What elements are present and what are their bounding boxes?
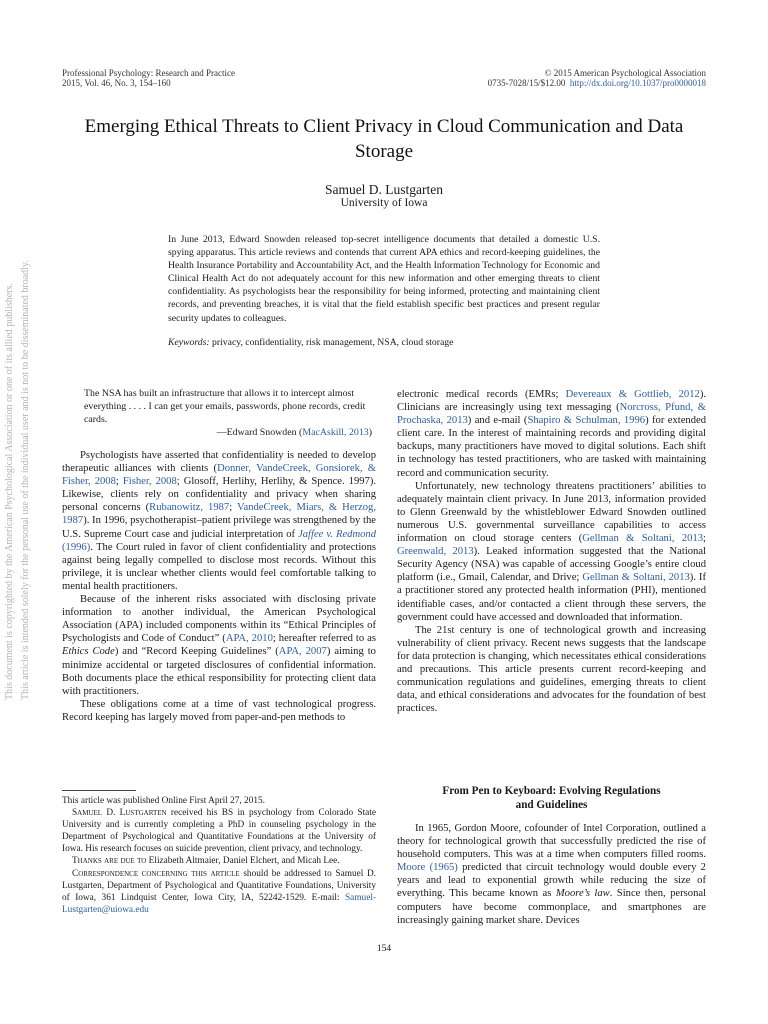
footnote-published: This article was published Online First April 27, 2015. — [62, 796, 265, 806]
citation-link[interactable]: Shapiro & Schulman, 1996 — [527, 415, 646, 427]
epigraph-attribution: —Edward Snowden (MacAskill, 2013) — [216, 426, 372, 438]
keywords — [168, 336, 600, 349]
epigraph-quote: The NSA has built an infrastructure that allows it to intercept almost everything . . . . I can get your emails, passwords, phone records, credit cards. — [84, 388, 366, 425]
footnotes — [62, 795, 376, 916]
running-header-right — [488, 68, 706, 88]
author-affiliation: University of Iowa — [340, 197, 428, 209]
citation-link[interactable]: Greenwald, 2013 — [397, 546, 474, 558]
body-right-column — [397, 388, 706, 715]
citation-link[interactable]: Gellman & Soltani, 2013 — [582, 533, 704, 545]
paragraph: Unfortunately, new technology threatens practitioners’ abilities to adequately maintain client privacy. In June 2013, information provided to Glenn Greenwald by the whistleblower Edward Snowden outlined numerous U.S. governmental surveillance capabilities to access information on cloud storage centers (Gellman & Soltani, 2013; Greenwald, 2013). Leaked information suggested that the National Security Agency (NSA) was capable of accessing Google’s entire cloud platform (i.e., Gmail, Calendar, and Drive; Gellman & Soltani, 2013). If a practitioner stored any protected health information (PHI), mentioned identifiable cases, and/or contacted a client through these servers, the government could have accessed and downloaded that information. — [397, 480, 706, 623]
body-left-column — [62, 449, 376, 724]
paragraph: These obligations come at a time of vast technological progress. Record keeping has largely moved from paper-and-pen methods to — [62, 698, 376, 723]
footnote-author-bio: Samuel D. Lustgarten received his BS in psychology from Colorado State University and is currently completing a PhD in counseling psychology in the Department of Psychological and Quantitative Foundations at the University of Iowa. His research focuses on suicide prevention, client privacy, and technology. — [62, 808, 376, 855]
citation-link[interactable]: MacAskill, 2013 — [302, 426, 369, 438]
footnote-acknowledgments: Thanks are due to Elizabeth Altmaier, Daniel Elchert, and Micah Lee. — [72, 856, 340, 867]
keywords-text: privacy, confidentiality, risk management, NSA, cloud storage — [212, 337, 454, 348]
citation-link[interactable]: Donner, VandeCreek, Gonsiorek, & Fisher, 2008 — [62, 463, 376, 488]
journal-name: Professional Psychology: Research and Practice — [62, 68, 235, 78]
citation-link[interactable]: VandeCreek, Miars, & Herzog, 1987 — [62, 502, 376, 527]
body-right-column-continued — [397, 822, 706, 927]
copyright-side-note: This document is copyrighted by the American Psychological Association or one of its allied publishers. — [4, 283, 15, 700]
citation-link[interactable]: Jaffee v. Redmond — [298, 528, 376, 540]
running-header-left — [62, 68, 235, 88]
usage-side-note: This article is intended solely for the personal use of the individual user and is not to be disseminated broadly. — [20, 260, 31, 700]
issn-doi-line — [488, 78, 706, 88]
citation-link[interactable]: (1996) — [62, 541, 91, 553]
citation-link[interactable]: APA, 2010 — [225, 633, 273, 645]
paragraph: electronic medical records (EMRs; Devereaux & Gottlieb, 2012). Clinicians are increasingly using text messaging (Norcross, Pfund, & Prochaska, 2013) and e-mail (Shapiro & Schulman, 1996) for extended client care. In the interest of maintaining records and providing digital backups, many practitioners have moved to digital solutions. Each shift in technology has tested practitioners, who are tasked with maintaining record and communication security. — [397, 389, 706, 479]
article-title: Emerging Ethical Threats to Client Privacy in Cloud Communication and Data Storage — [84, 116, 684, 162]
section-heading: From Pen to Keyboard: Evolving Regulations and Guidelines — [442, 785, 661, 811]
citation-link[interactable]: Gellman & Soltani, 2013 — [582, 572, 690, 584]
footnote-correspondence: Correspondence concerning this article should be addressed to Samuel D. Lustgarten, Department of Psychological and Quantitative Foundations, University of Iowa, 361 Lindquist Center, Iowa City, IA, 52242-1529. E-mail: Samuel-Lustgarten@uiowa.edu — [62, 868, 376, 915]
citation-link[interactable]: Rubanowitz, 1987 — [149, 502, 230, 514]
citation-link[interactable]: APA, 2007 — [278, 646, 327, 658]
paragraph: Because of the inherent risks associated with disclosing private information to another individual, the American Psychological Association (APA) included components within its “Ethical Principles of Psychologists and Code of Conduct” (APA, 2010; hereafter referred to as Ethics Code) and “Record Keeping Guidelines” (APA, 2007) aiming to minimize accidental or targeted disclosures of confidential information. Both documents place the ethical responsibility for protecting client data with practitioners. — [62, 594, 376, 697]
page-number: 154 — [376, 944, 392, 954]
author-name: Samuel D. Lustgarten — [324, 182, 444, 197]
paragraph: In 1965, Gordon Moore, cofounder of Intel Corporation, outlined a theory for technological growth that successfully predicted the rise of household computers. This was at a time when computers filled rooms. Moore (1965) predicted that circuit technology would double every 2 years and lead to exponential growth while reducing the size of everything. This became known as Moore’s law. Since then, personal computers have become commonplace, and smartphones are increasingly gaining market share. Devices — [397, 823, 707, 926]
epigraph — [84, 388, 372, 440]
email-link[interactable]: Samuel-Lustgarten@uiowa.edu — [62, 892, 376, 915]
issn: 0735-7028/15/$12.00 — [487, 78, 566, 88]
keywords-label: Keywords: — [168, 337, 210, 348]
abstract: In June 2013, Edward Snowden released top-secret intelligence documents that detailed a domestic U.S. spying apparatus. This article reviews and contends that current APA ethics and record-keeping guidelines, the Health Insurance Portability and Accountability Act, and the Health Information Technology for Economic and Clinical Health Act do not adequately account for this new information and other emerging threats to client confidentiality. As psychologists bear the responsibility for being informed, protecting and maintaining client records, and preventing breaches, it is vital that the field establish specific best practices and present regular security updates to colleagues. — [168, 234, 600, 324]
citation-link[interactable]: Fisher, 2008 — [122, 476, 177, 488]
citation-link[interactable]: Norcross, Pfund, & Prochaska, 2013 — [397, 402, 706, 427]
citation-link[interactable]: Devereaux & Gottlieb, 2012 — [565, 389, 700, 400]
journal-volume: 2015, Vol. 46, No. 3, 154–160 — [62, 78, 171, 88]
paragraph: Psychologists have asserted that confidentiality is needed to develop therapeutic alliances with clients (Donner, VandeCreek, Gonsiorek, & Fisher, 2008; Fisher, 2008; Glosoff, Herlihy, Herlihy, & Spence. 1997). Likewise, clients rely on confidentiality and privacy when sharing personal concerns (Rubanowitz, 1987; VandeCreek, Miars, & Herzog, 1987). In 1996, psychotherapist–patient privilege was strengthened by the U.S. Supreme Court case and judicial interpretation of Jaffee v. Redmond (1996). The Court ruled in favor of client confidentiality and protections against being legally compelled to disclose most records. Without this privilege, it is unclear whether clients would feel comfortable talking to mental health practitioners. — [62, 450, 377, 592]
paragraph: The 21st century is one of technological growth and increasing vulnerability of client privacy. Recent news suggests that the landscape for data protection is changing, which necessitates ethical considerations and precautions. This article presents current record-keeping and communication regulations and guidelines, emerging threats to client data, and ethical considerations and advocates for the foundation of best practices. — [397, 624, 706, 715]
footnote-divider — [62, 790, 136, 791]
doi-link[interactable]: http://dx.doi.org/10.1037/pro0000018 — [569, 78, 706, 88]
citation-link[interactable]: Moore (1965) — [397, 862, 458, 874]
copyright-line: © 2015 American Psychological Association — [544, 68, 706, 78]
